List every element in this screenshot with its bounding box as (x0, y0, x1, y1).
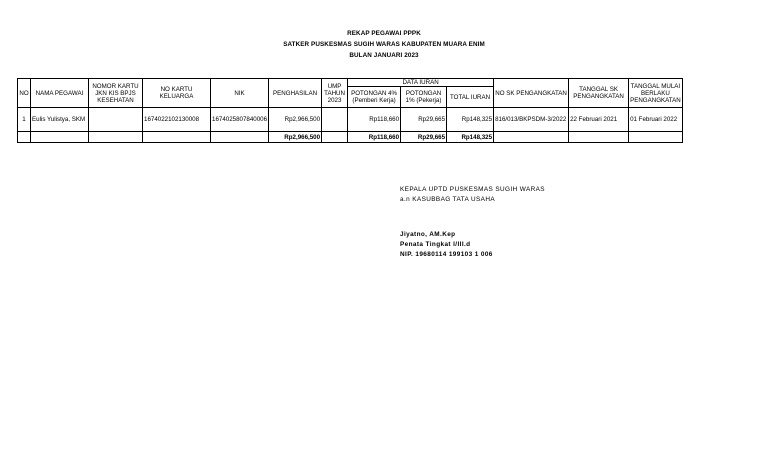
col-header-tgl-sk: TANGGAL SK PENGANGKATAN (569, 79, 629, 108)
total-cell-empty (569, 132, 629, 143)
report-subtitle-period: BULAN JANUARI 2023 (349, 52, 419, 59)
total-cell-empty (31, 132, 89, 143)
cell-pot1: Rp29,665 (401, 108, 447, 132)
table-row (18, 108, 683, 132)
cell-pot4: Rp118,660 (348, 108, 401, 132)
total-penghasilan: Rp2,966,500 (269, 132, 322, 143)
cell-total: Rp148,325 (447, 108, 494, 132)
cell-no: 1 (18, 108, 31, 132)
total-cell-empty (629, 132, 683, 143)
cell-nama: Eulis Yulistya, SKM (31, 108, 89, 132)
total-pot1: Rp29,665 (401, 132, 447, 143)
signature-subtitle: a.n KASUBBAG TATA USAHA (400, 196, 496, 203)
table-total-row (18, 132, 683, 143)
signatory-rank: Penata Tingkat I/III.d (400, 241, 471, 248)
total-iuran: Rp148,325 (447, 132, 494, 143)
col-header-no: NO (18, 79, 31, 108)
report-subtitle-satker: SATKER PUSKESMAS SUGIH WARAS KABUPATEN MUARA ENIM (283, 41, 485, 48)
signature-title: KEPALA UPTD PUSKESMAS SUGIH WARAS (400, 186, 545, 193)
cell-tmt: 01 Februari 2022 (629, 108, 683, 132)
cell-nik: 1674025807840006 (211, 108, 269, 132)
total-cell-empty (494, 132, 569, 143)
col-header-nik: NIK (211, 79, 269, 108)
col-header-bpjs: NOMOR KARTU JKN KIS BPJS KESEHATAN (89, 79, 143, 108)
cell-penghasilan: Rp2,966,500 (269, 108, 322, 132)
col-header-kk: NO KARTU KELUARGA (143, 79, 211, 108)
table-header-row (18, 79, 683, 87)
col-header-tmt: TANGGAL MULAI BERLAKU PENGANGKATAN (629, 79, 683, 108)
employee-table (17, 78, 683, 143)
col-header-total: TOTAL IURAN (447, 87, 494, 108)
cell-kk: 1674022102130008 (143, 108, 211, 132)
total-cell-empty (89, 132, 143, 143)
col-header-ump: UMP TAHUN 2023 (322, 79, 348, 108)
col-header-nama: NAMA PEGAWAI (31, 79, 89, 108)
col-header-pot1: POTONGAN 1% (Pekerja) (401, 87, 447, 108)
col-header-pot4: POTONGAN 4% (Pemberi Kerja) (348, 87, 401, 108)
total-cell-empty (211, 132, 269, 143)
col-header-penghasilan: PENGHASILAN (269, 79, 322, 108)
cell-tgl-sk: 22 Februari 2021 (569, 108, 629, 132)
total-cell-empty (322, 132, 348, 143)
total-cell-empty (18, 132, 31, 143)
signatory-nip: NIP. 19680114 199103 1 006 (400, 251, 493, 258)
col-header-data-iuran: DATA IURAN (348, 79, 494, 87)
cell-bpjs (89, 108, 143, 132)
signatory-name: Jiyatno, AM.Kep (400, 231, 456, 238)
cell-no-sk: 816/013/BKPSDM-3/2022 (494, 108, 569, 132)
col-header-no-sk: NO SK PENGANGKATAN (494, 79, 569, 108)
total-pot4: Rp118,660 (348, 132, 401, 143)
cell-ump (322, 108, 348, 132)
total-cell-empty (143, 132, 211, 143)
report-title: REKAP PEGAWAI PPPK (347, 30, 421, 37)
